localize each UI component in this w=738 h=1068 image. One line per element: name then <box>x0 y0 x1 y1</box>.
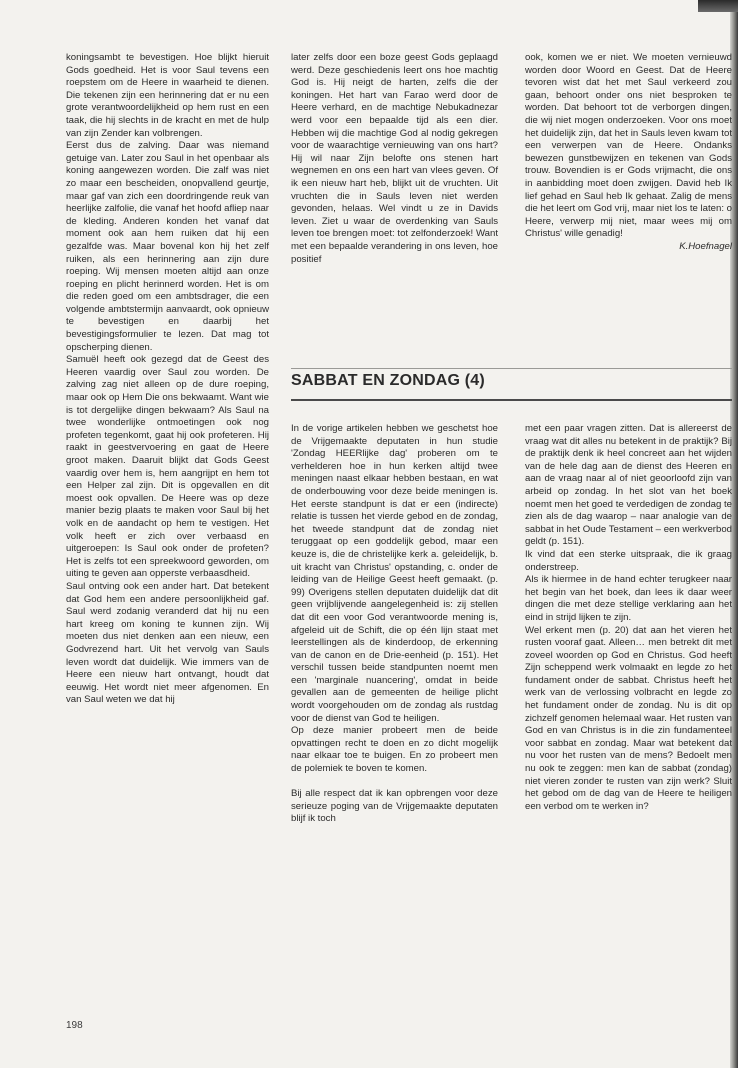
scan-edge-top <box>698 0 738 12</box>
page-number: 198 <box>66 1020 83 1031</box>
paragraph: Samuël heeft ook gezegd dat de Geest des Heeren vaardig over Saul zou worden. De zalving zag niet alleen op de dure roeping, maar ook op Hem Die ons bekwaamt. Want wie is tot dergelijke dingen bekwaam? Als Saul na twee wonderlijke ontmoetingen ook nog profeten tegenkomt, gaat hij ook profeteren. Hij raakt in geestvervoering en gaat de Heere groot maken. Daaruit blijkt dat Gods Geest vaardig over hem is, hem aangrijpt en hem tot een Helper zal zijn. Dit is opgevallen en dit moest ook opvallen. De Heere was op deze manier bezig plaats te maken voor Saul bij het volk en de aandacht op hem te vestigen. Het volk heeft er zich over verbaasd en uitgeroepen: Is Saul ook onder de profeten? Het is zelfs tot een spreekwoord geworden, om uiting te geven aan opperste verbaasdheid. <box>66 354 269 580</box>
article1-column-2 <box>291 52 498 362</box>
article1-column-1 <box>66 52 269 987</box>
section-divider-top <box>291 368 732 369</box>
article2-column-2 <box>525 423 732 983</box>
paragraph: Bij alle respect dat ik kan opbrengen voor deze serieuze poging van de Vrijgemaakte deputaten blijf ik toch <box>291 788 498 825</box>
paragraph: met een paar vragen zitten. Dat is allereerst de vraag wat dit alles nu betekent in de praktijk? Bij de praktijk denk ik heel concreet aan het wijden van de hele dag aan de dienst des Heeren en aan de vraag naar al of niet geoorloofd zijn van arbeid op zondag. In het slot van het boek noemt men het goed te verdedigen de zondag te zien als de dag waarop – naar analogie van de sabbat in het Oude Testament – een werkverbod geldt (p. 151). <box>525 423 732 548</box>
paragraph: Eerst dus de zalving. Daar was niemand getuige van. Later zou Saul in het openbaar als koning aangewezen worden. Die zalf was niet zo maar een bescheiden, onopvallend geurtje, maar gaf van zich een doordringende reuk van heerlijke zalfolie, die vanaf het hoofd afliep naar de kleding. Anderen konden het vanaf dat moment ook aan hem ruiken dat hij een gezalfde was. Maar bovenal kon hij het zelf ruiken, als een herinnering aan zijn dure roeping. Wij mensen moeten altijd aan onze roeping en plicht herinnerd worden. Het is om die reden goed om een ambtsdrager, die een volgende ambtstermijn aanvaardt, ook opnieuw te bevestigen en daarbij het bevestigingsformulier te lezen. Dat mag tot opscherping dienen. <box>66 140 269 353</box>
paragraph: Ik vind dat een sterke uitspraak, die ik graag onderstreep. <box>525 548 732 573</box>
section-title: SABBAT EN ZONDAG (4) <box>291 372 485 389</box>
paragraph: koningsambt te bevestigen. Hoe blijkt hieruit Gods goedheid. Het is voor Saul tevens een roepstem om de Heere in waarheid te dienen. Die tekenen zijn een herinnering dat er nu een grote verantwoordelijkheid op hem rust en een taak, die hij slechts in de kracht en met de hulp van zijn Zender kan volbrengen. <box>66 52 269 139</box>
paragraph: Saul ontving ook een ander hart. Dat betekent dat God hem een andere persoonlijkheid gaf. Saul werd zodanig veranderd dat hij nu een hart kreeg om koning te kunnen zijn. Wij moeten dus niet denken aan een nieuw, een Godvrezend hart. Uit het vervolg van Sauls leven wordt dat duidelijk. Wie immers van de Heere een nieuw hart ontvangt, houdt dat eeuwig. Het wordt niet meer afgenomen. En van Saul weten we dat hij <box>66 580 269 706</box>
section-divider-bottom <box>291 399 732 401</box>
paragraph: Wel erkent men (p. 20) dat aan het vieren het rusten vooraf gaat. Alleen… men betrekt dit met zoveel woorden op God en Christus. God heeft Zijn scheppend werk volmaakt en legde zo het fundament onder de sabbat. Christus heeft het werk van de verlossing volbracht en legde zo het fundament onder de zondag. Nu is dit op zichzelf genomen helemaal waar. Het rusten van God en van Christus is in die zin fundamenteel voor sabbat en zondag. Maar wat betekent dat nu voor het rusten van de mens? Bedoelt men nu ook te zeggen: men kan de sabbat (zondag) niet vieren zonder te rusten van zijn werk? Sluit het gebod om de dag van de Heere te heiligen een verbod om te werken in? <box>525 624 732 812</box>
article1-column-3 <box>525 52 732 352</box>
author-signature: K.Hoefnagel <box>679 240 732 252</box>
paragraph: Op deze manier probeert men de beide opvattingen recht te doen en zo dicht mogelijk naar elkaar toe te buigen. En zo probeert men de polemiek te boven te komen. <box>291 725 498 775</box>
paragraph: ook, komen we er niet. We moeten vernieuwd worden door Woord en Geest. Dat de Heere tevoren wist dat het met Saul verkeerd zou gaan, behoort onder ons niet besproken te worden. Dat behoort tot de verborgen dingen, die wij niet mogen onderzoeken. Voor ons moet het duidelijk zijn, dat het in Sauls leven kwam tot een verwerpen van de Heere. Ondanks bewezen gunstbewijzen en tekenen van Gods trouw. Bovendien is er Gods vrijmacht, die ons in aanbidding moet doen zwijgen. David heb Ik lief gehad en Saul heb Ik gehaat. Zalig de mens die het leert om God vrij, maar niet los te laten: o Heere, verwerp mij niet, maar wees mij om Christus' wille genadig! <box>525 52 732 240</box>
paragraph: Als ik hiermee in de hand echter terugkeer naar het begin van het boek, dan lees ik daar weer dingen die met deze stellige verklaring aan het eind in strijd lijken te zijn. <box>525 574 732 623</box>
paragraph-spacer <box>291 776 498 789</box>
article2-column-1 <box>291 423 498 983</box>
paragraph: In de vorige artikelen hebben we geschetst hoe de Vrijgemaakte deputaten in hun studie 'Zondag HEERlijke dag' proberen om te verhelderen hoe in hun kerken altijd twee meningen naast elkaar hebben bestaan, en wat de onderbouwing voor deze beide meningen is. Het eerste standpunt is dat er een (indirecte) relatie is tussen het vierde gebod en de zondag, het tweede standpunt dat de zondag niet teruggaat op een goddelijk gebod, maar een keuze is, die de christelijke kerk a. geleidelijk, b. uit kracht van Christus' opstanding, c. onder de leiding van de Heilige Geest heeft gemaakt. (p. 99) Overigens stellen deputaten duidelijk dat dit geen vrijblijvende aangelegenheid is: zij stellen dat dit een voor God verantwoorde mening is, afgeleid uit de Schift, die op één lijn staat met leerstellingen als de kinderdoop, de erkenning van de canon en de Drie-eenheid (p. 151). Het verschil tussen beide standpunten noemt men een 'marginale nuancering', omdat in beide gevallen aan de gemeenten de heilige plicht wordt voorgehouden om de zondag als rustdag voor de dienst van God te heiligen. <box>291 423 498 724</box>
paragraph: later zelfs door een boze geest Gods geplaagd werd. Deze geschiedenis leert ons hoe machtig God is. Hij neigt de harten, zelfs die der koningen. Het hart van Farao werd door de Heere verhard, en de machtige Nebukadnezar werd voor een bepaalde tijd als een dier. Hebben wij die machtige God al nodig gekregen voor de waarachtige vernieuwing van ons hart? Hij wil naar Zijn belofte ons stenen hart wegnemen en ons een hart van vlees geven. Of ik een nieuw hart heb, blijkt uit de vruchten. Uit vruchten die in Sauls leven niet werden gevonden, helaas. Wel vindt u ze in Davids leven. Ziet u waar de overdenking van Sauls leven toe brengen moet: tot zelfonderzoek! Want met een bepaalde verandering in ons leven, hoe positief <box>291 52 498 265</box>
